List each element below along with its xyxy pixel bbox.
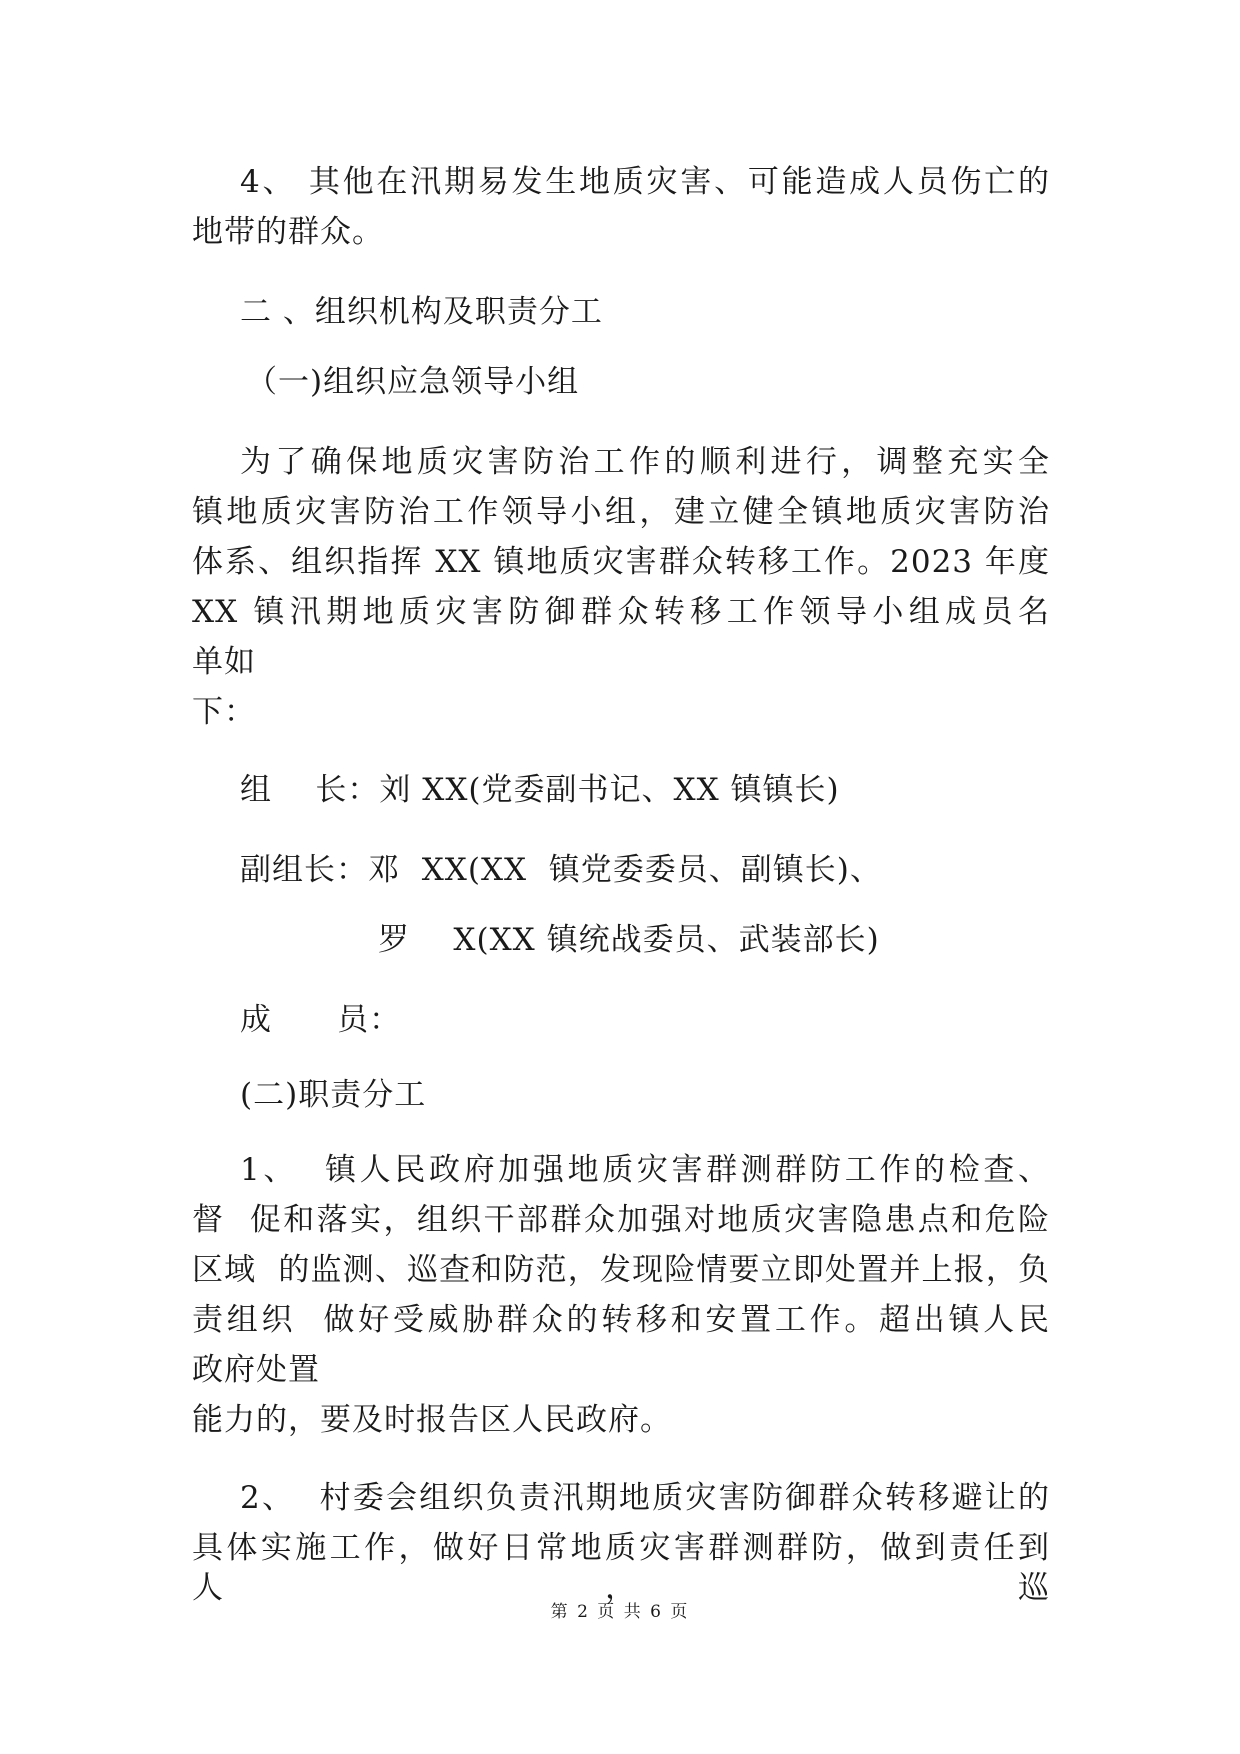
subsection-heading-2: (二)职责分工: [240, 1077, 427, 1113]
body-line-2: 地带的群众。: [192, 214, 384, 250]
duty-1-line-3: 区域 的监测、巡查和防范，发现险情要立即处置并上报，负: [192, 1252, 1050, 1288]
section-heading-2: 二 、组织机构及职责分工: [240, 294, 603, 330]
duty-1-line-4: 责组织 做好受威胁群众的转移和安置工作。超出镇人民: [192, 1302, 1050, 1338]
leader-line: 组 长：刘 XX(党委副书记、XX 镇镇长): [240, 772, 840, 808]
duty-1-line-2: 督 促和落实，组织干部群众加强对地质灾害隐患点和危险: [192, 1202, 1050, 1238]
deputy-leader-line-2: 罗 X(XX 镇统战委员、武装部长): [378, 922, 880, 958]
body-line-1: 4、 其他在汛期易发生地质灾害、可能造成人员伤亡的: [240, 164, 1050, 200]
duty-2-line-2: 具体实施工作，做好日常地质灾害群测群防，做到责任到人，巡: [192, 1530, 1050, 1606]
duty-1-line-1: 1、 镇人民政府加强地质灾害群测群防工作的检查、: [240, 1152, 1050, 1188]
subsection-heading-1: （一)组织应急领导小组: [246, 364, 580, 400]
body-line-5: 体系、组织指挥 XX 镇地质灾害群众转移工作。2023 年度: [192, 544, 1050, 580]
body-line-7: 单如: [192, 644, 256, 680]
page-footer: 第 2 页 共 6 页: [550, 1602, 690, 1622]
duty-2-line-1: 2、 村委会组织负责汛期地质灾害防御群众转移避让的: [240, 1480, 1050, 1516]
deputy-leader-line-1: 副组长：邓 XX(XX 镇党委委员、副镇长)、: [240, 852, 882, 888]
body-line-6: XX 镇汛期地质灾害防御群众转移工作领导小组成员名: [192, 594, 1050, 630]
duty-1-line-5: 政府处置: [192, 1352, 320, 1388]
duty-1-line-6: 能力的，要及时报告区人民政府。: [192, 1402, 672, 1438]
body-line-8: 下：: [192, 694, 256, 730]
members-line: 成 员：: [240, 1002, 402, 1038]
body-line-4: 镇地质灾害防治工作领导小组，建立健全镇地质灾害防治: [192, 494, 1050, 530]
body-line-3: 为了确保地质灾害防治工作的顺利进行，调整充实全: [240, 444, 1050, 480]
